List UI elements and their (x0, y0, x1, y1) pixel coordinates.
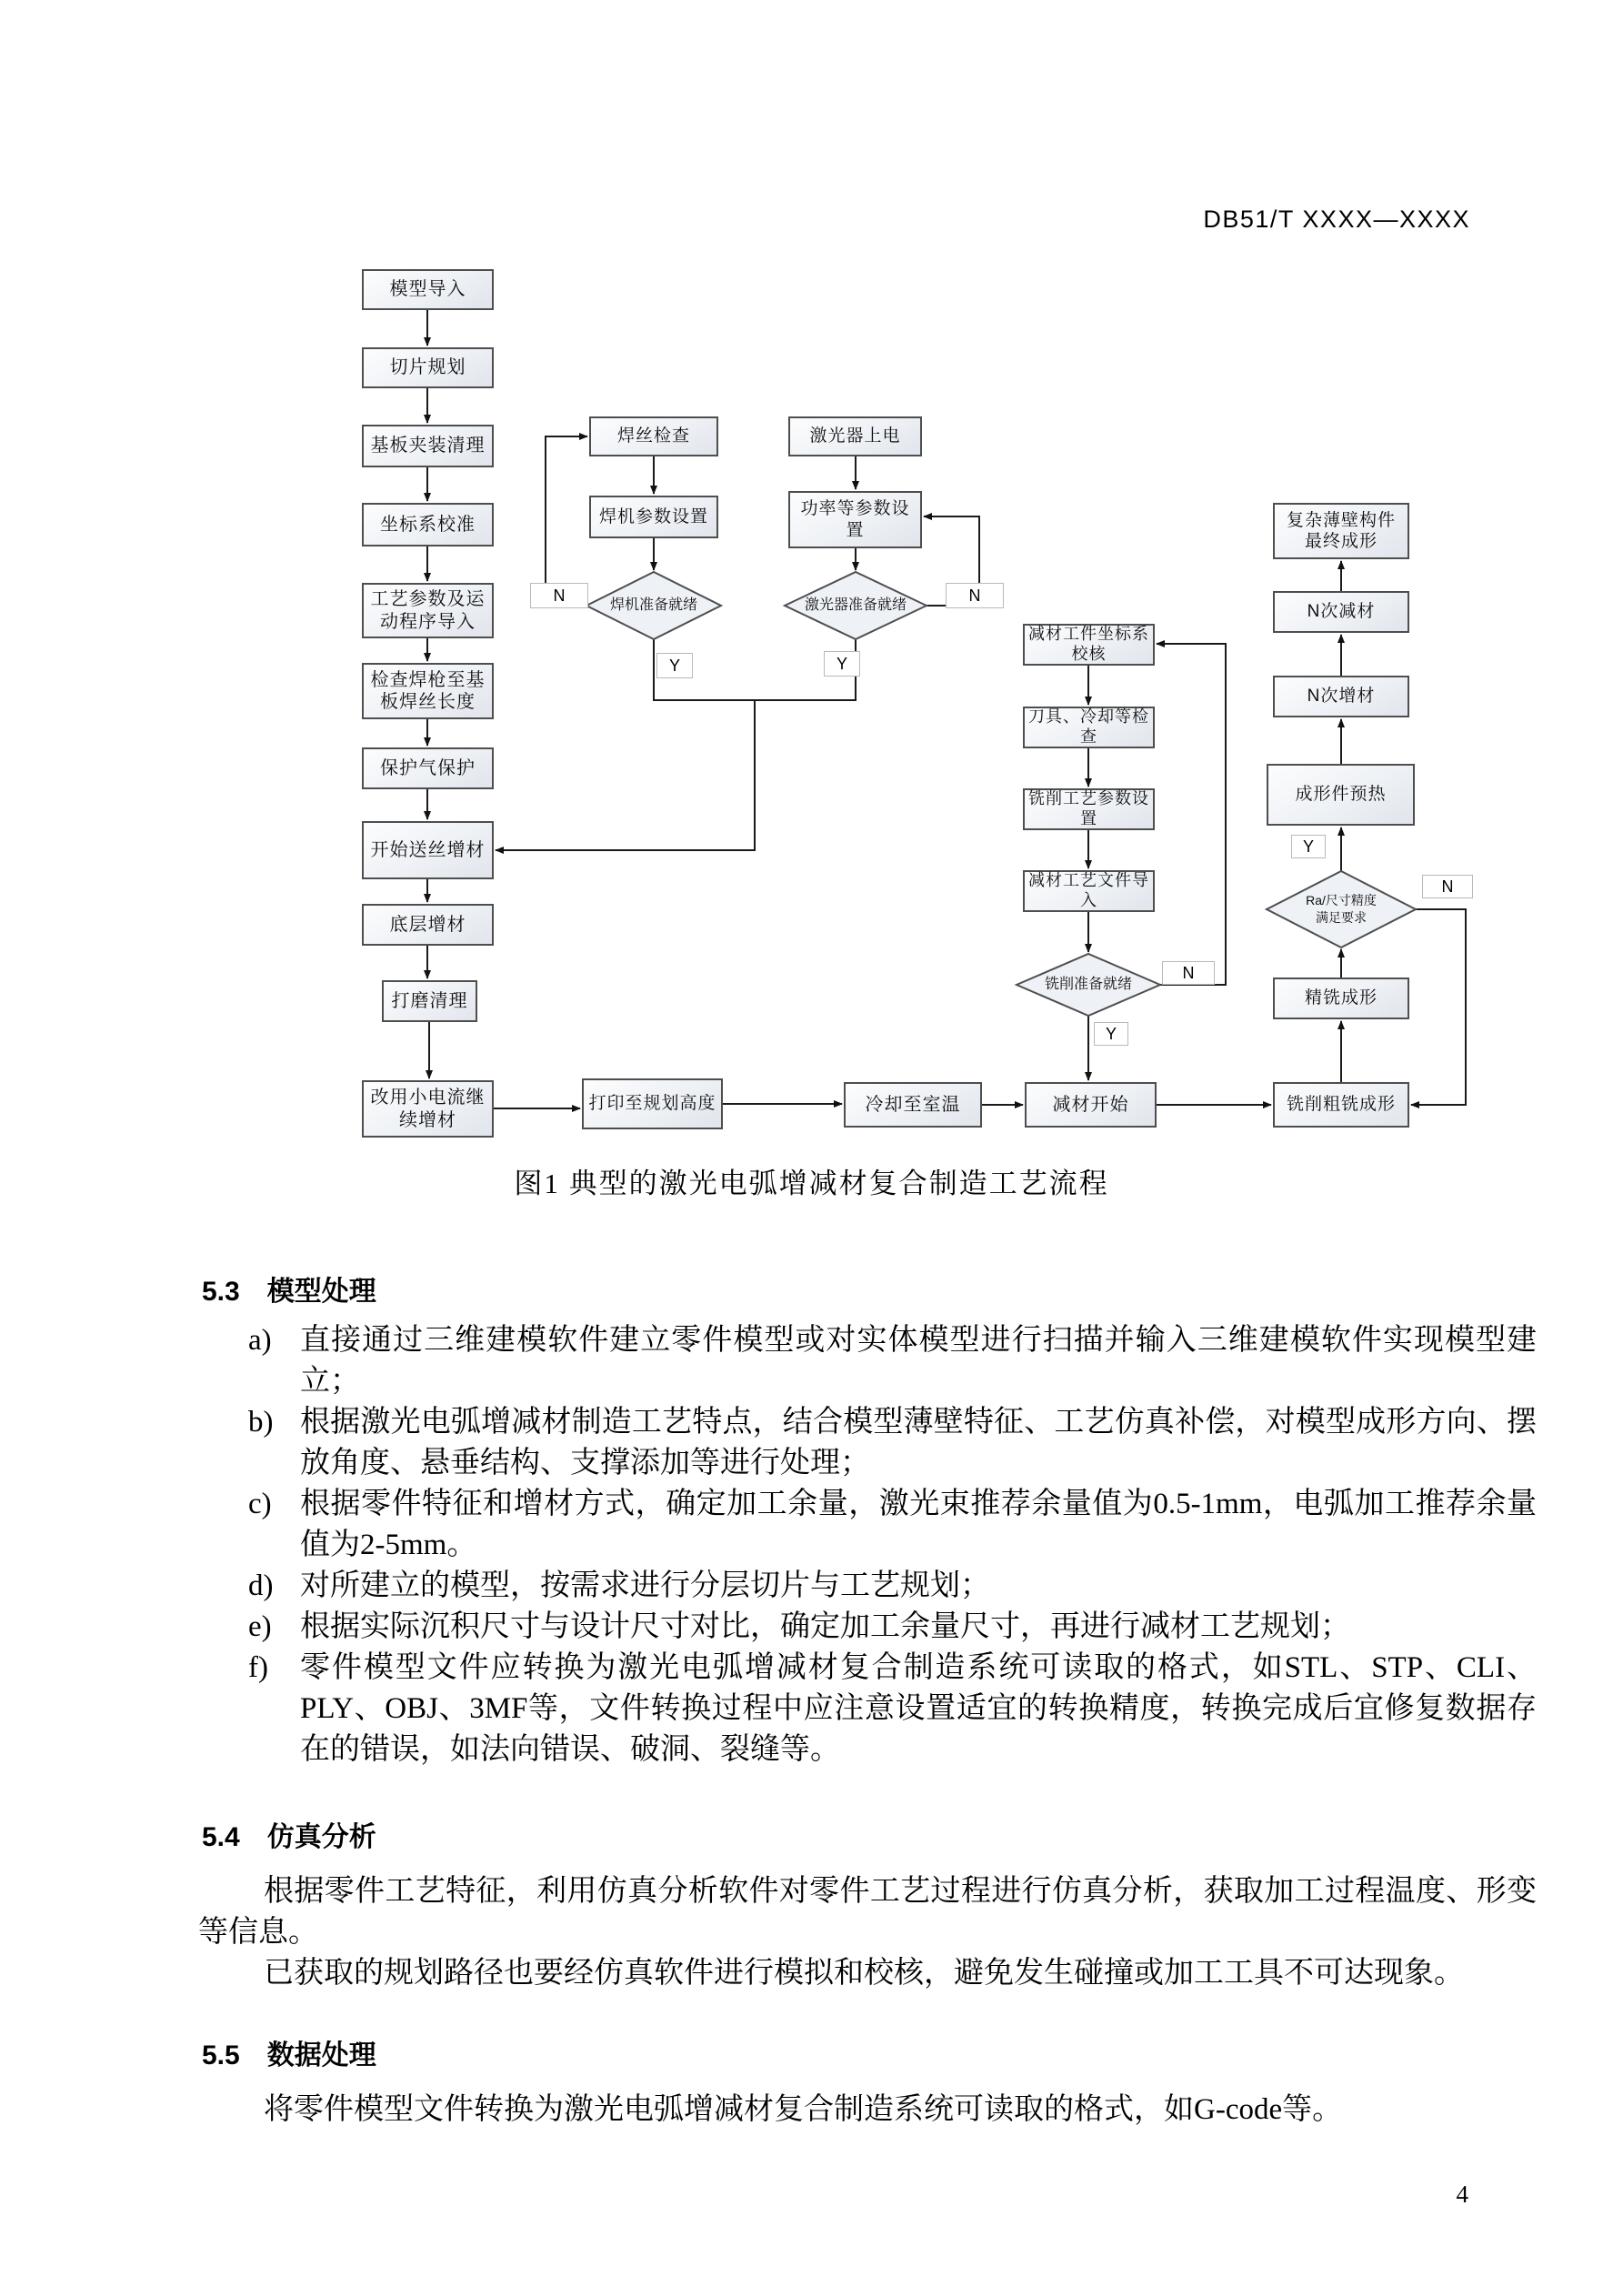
list-item-text: 根据实际沉积尺寸与设计尺寸对比，确定加工余量尺寸，再进行减材工艺规划； (300, 1610, 1350, 1643)
list-item-text: 根据激光电弧增减材制造工艺特点，结合模型薄壁特征、工艺仿真补偿，对模型成形方向、摆放角度、悬垂结构、支撑添加等进行处理； (300, 1406, 1537, 1479)
figure-caption: 图1 典型的激光电弧增减材复合制造工艺流程 (514, 1168, 1109, 1199)
node-coordinate-calibration: 坐标系校准 (362, 503, 494, 546)
list-item (198, 1566, 1537, 1607)
node-tool-coolant-check: 刀具、冷却等检查 (1023, 707, 1155, 748)
node-start-wire-feed-additive: 开始送丝增材 (362, 821, 494, 879)
node-print-to-height: 打印至规划高度 (582, 1078, 723, 1129)
list-item-label: b) (248, 1406, 274, 1439)
list-item-label: f) (248, 1651, 268, 1684)
paragraph: 将零件模型文件转换为激光电弧增减材复合制造系统可读取的格式，如G-code等。 (264, 2093, 1343, 2126)
diamond-welder-ready-label: 焊机准备就绪 (609, 597, 697, 613)
paragraph: 已获取的规划路径也要经仿真软件进行模拟和校核，避免发生碰撞或加工工具不可达现象。 (264, 1957, 1464, 1990)
node-substrate-clamp-clean: 基板夹装清理 (362, 425, 494, 467)
node-low-current-additive: 改用小电流继续增材 (362, 1080, 494, 1138)
list-item-label: d) (248, 1569, 274, 1602)
branch-label-welder-yes: Y (656, 653, 693, 678)
section-number: 5.3 (202, 1277, 240, 1307)
node-subtractive-coord-check: 减材工件坐标系校核 (1023, 624, 1155, 666)
list-item-text: 直接通过三维建模软件建立零件模型或对实体模型进行扫描并输入三维建模软件实现模型建立； (300, 1324, 1537, 1398)
node-shielding-gas: 保护气保护 (362, 747, 494, 789)
section-number: 5.4 (202, 1822, 240, 1852)
section-heading-5-4 (202, 1814, 376, 1854)
list-item-text: 对所建立的模型，按需求进行分层切片与工艺规划； (300, 1569, 990, 1602)
branch-label-ra-no: N (1422, 875, 1473, 898)
diamond-ra-accuracy-label: Ra/尺寸精度满足要求 (1306, 893, 1377, 925)
branch-label-welder-no: N (530, 583, 588, 608)
list-item (198, 1648, 1537, 1770)
list-item (198, 1607, 1537, 1648)
node-grind-clean: 打磨清理 (382, 980, 477, 1022)
list-item-label: c) (248, 1488, 272, 1520)
node-process-params-import: 工艺参数及运动程序导入 (362, 583, 494, 638)
node-milling-param-setting: 铣削工艺参数设置 (1023, 788, 1155, 830)
branch-label-ra-yes: Y (1291, 835, 1326, 858)
node-laser-power-on: 激光器上电 (788, 416, 922, 456)
list-item-label: e) (248, 1610, 272, 1643)
node-n-subtractive: N次减材 (1273, 591, 1409, 633)
list-item-label: a) (248, 1324, 272, 1357)
node-welder-param-setting: 焊机参数设置 (589, 496, 718, 538)
paragraph: 根据零件工艺特征，利用仿真分析软件对零件工艺过程进行仿真分析，获取加工过程温度、形变等信息。 (198, 1875, 1537, 1949)
node-rough-milling: 铣削粗铣成形 (1273, 1082, 1409, 1128)
list-item-text: 根据零件特征和增材方式，确定加工余量，激光束推荐余量值为0.5-1mm，电弧加工推荐余量值为2-5mm。 (300, 1488, 1537, 1561)
node-finish-milling: 精铣成形 (1273, 978, 1409, 1019)
branch-label-laser-no: N (946, 583, 1004, 608)
section-title: 模型处理 (266, 1277, 376, 1307)
node-subtractive-start: 减材开始 (1025, 1082, 1157, 1128)
node-preheat: 成形件预热 (1267, 764, 1415, 826)
node-bottom-layer-additive: 底层增材 (362, 904, 494, 946)
list-item (198, 1484, 1537, 1566)
node-subtractive-file-import: 减材工艺文件导入 (1023, 870, 1155, 912)
list-item (198, 1320, 1537, 1402)
list-item (198, 1402, 1537, 1484)
section-number: 5.5 (202, 2040, 240, 2070)
node-slice-planning: 切片规划 (362, 347, 494, 388)
section-5-3-list (198, 1320, 1537, 1770)
section-title: 数据处理 (266, 2040, 376, 2070)
node-power-param-setting: 功率等参数设置 (788, 491, 922, 548)
diamond-milling-ready-label: 铣削准备就绪 (1044, 977, 1132, 992)
branch-label-laser-yes: Y (824, 651, 860, 677)
section-5-5-body (198, 2090, 1537, 2131)
section-heading-5-3 (202, 1268, 376, 1308)
node-n-additive: N次增材 (1273, 676, 1409, 717)
node-cool-to-room-temp: 冷却至室温 (844, 1082, 982, 1128)
node-model-import: 模型导入 (362, 269, 494, 310)
diamond-laser-ready-label: 激光器准备就绪 (804, 597, 907, 613)
section-title: 仿真分析 (266, 1822, 376, 1852)
page-number: 4 (1456, 2181, 1468, 2208)
section-heading-5-5 (202, 2032, 376, 2072)
node-check-torch-wire-length: 检查焊枪至基板焊丝长度 (362, 663, 494, 719)
branch-label-milling-yes: Y (1094, 1022, 1128, 1046)
branch-label-milling-no: N (1162, 961, 1215, 985)
doc-code: DB51/T XXXX—XXXX (1203, 206, 1470, 233)
node-wire-check: 焊丝检查 (589, 416, 718, 456)
list-item-text: 零件模型文件应转换为激光电弧增减材复合制造系统可读取的格式，如STL、STP、CLI、PLY、OBJ、3MF等，文件转换过程中应注意设置适宜的转换精度，转换完成后宜修复数据存在的错误，如法向错误、破洞、裂缝等。 (300, 1651, 1537, 1766)
section-5-4-body (198, 1871, 1537, 1994)
node-final-forming: 复杂薄壁构件最终成形 (1273, 503, 1409, 559)
